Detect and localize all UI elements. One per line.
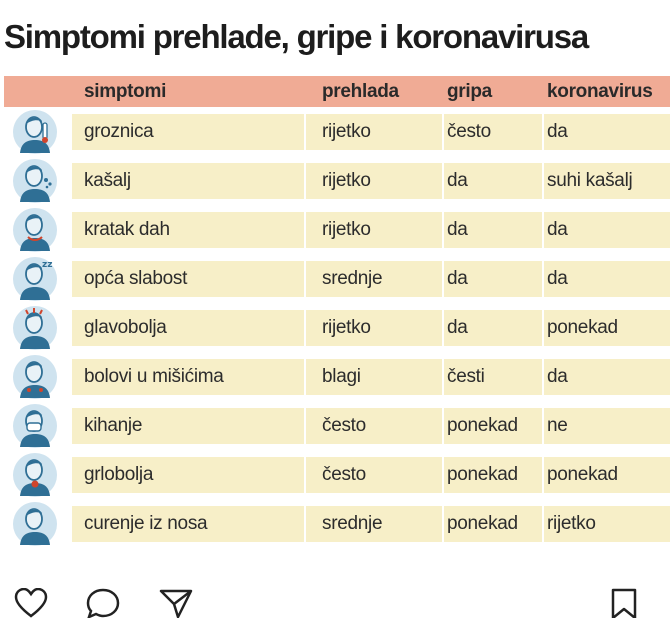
flu-cell: da — [447, 170, 468, 191]
cold-cell: rijetko — [322, 317, 371, 338]
table-row — [4, 205, 670, 254]
cold-cell: rijetko — [322, 219, 371, 240]
column-divider — [304, 261, 306, 297]
cold-cell: često — [322, 415, 366, 436]
column-divider — [442, 408, 444, 444]
flu-cell: da — [447, 219, 468, 240]
sore-throat-person-icon — [12, 452, 58, 498]
coronavirus-cell: ponekad — [547, 317, 618, 338]
coronavirus-cell: rijetko — [547, 513, 596, 534]
flu-cell: ponekad — [447, 464, 518, 485]
comment-icon[interactable] — [86, 588, 120, 618]
row-band — [72, 408, 670, 444]
symptoms-table — [4, 76, 670, 548]
table-row — [4, 156, 670, 205]
coronavirus-cell: suhi kašalj — [547, 170, 633, 191]
cold-cell: rijetko — [322, 170, 371, 191]
column-divider — [442, 212, 444, 248]
coronavirus-cell: ne — [547, 415, 568, 436]
table-row — [4, 107, 670, 156]
symptom-cell: curenje iz nosa — [84, 513, 208, 534]
flu-cell: da — [447, 268, 468, 289]
muscle-pain-torso-icon — [12, 354, 58, 400]
symptom-cell: grlobolja — [84, 464, 154, 485]
symptom-cell: opća slabost — [84, 268, 188, 289]
action-bar — [0, 584, 670, 612]
coronavirus-cell: da — [547, 268, 568, 289]
runny-nose-icon — [12, 501, 58, 547]
coronavirus-cell: da — [547, 366, 568, 387]
bookmark-icon[interactable] — [610, 588, 638, 618]
flu-cell: ponekad — [447, 415, 518, 436]
symptom-cell: bolovi u mišićima — [84, 366, 224, 387]
table-row — [4, 254, 670, 303]
column-divider — [542, 261, 544, 297]
column-divider — [542, 163, 544, 199]
column-divider — [542, 457, 544, 493]
table-row — [4, 303, 670, 352]
column-divider — [442, 506, 444, 542]
cold-cell: blagi — [322, 366, 361, 387]
table-header — [4, 76, 670, 107]
column-divider — [542, 506, 544, 542]
column-divider — [442, 457, 444, 493]
column-divider — [442, 359, 444, 395]
column-divider — [304, 506, 306, 542]
column-divider — [304, 359, 306, 395]
cold-cell: srednje — [322, 513, 383, 534]
header-prehlada: prehlada — [322, 81, 399, 102]
cold-cell: rijetko — [322, 121, 371, 142]
page-title: Simptomi prehlade, gripe i koronavirusa — [4, 18, 589, 55]
sneezing-person-icon — [12, 403, 58, 449]
column-divider — [304, 163, 306, 199]
column-divider — [304, 310, 306, 346]
flu-cell: česti — [447, 366, 485, 387]
header-gripa: gripa — [447, 81, 492, 102]
thermometer-person-icon — [12, 109, 58, 155]
column-divider — [542, 359, 544, 395]
column-divider — [304, 408, 306, 444]
column-divider — [542, 212, 544, 248]
cold-cell: srednje — [322, 268, 383, 289]
column-divider — [442, 310, 444, 346]
symptom-cell: groznica — [84, 121, 154, 142]
breathless-person-icon — [12, 207, 58, 253]
header-koronavirus: koronavirus — [547, 81, 653, 102]
column-divider — [442, 114, 444, 150]
column-divider — [542, 114, 544, 150]
table-row — [4, 499, 670, 548]
table-row — [4, 352, 670, 401]
column-divider — [542, 408, 544, 444]
header-simptomi: simptomi — [84, 81, 167, 102]
share-icon[interactable] — [158, 588, 194, 618]
table-body — [4, 107, 670, 548]
cold-cell: često — [322, 464, 366, 485]
headache-person-icon — [12, 305, 58, 351]
svg-text:zz: zz — [42, 260, 53, 270]
symptom-cell: kihanje — [84, 415, 143, 436]
tired-person-icon — [12, 256, 58, 302]
flu-cell: često — [447, 121, 491, 142]
row-band — [72, 114, 670, 150]
heart-icon[interactable] — [14, 588, 48, 618]
table-row — [4, 401, 670, 450]
column-divider — [542, 310, 544, 346]
column-divider — [304, 114, 306, 150]
flu-cell: da — [447, 317, 468, 338]
table-row — [4, 450, 670, 499]
coronavirus-cell: ponekad — [547, 464, 618, 485]
column-divider — [304, 457, 306, 493]
column-divider — [304, 212, 306, 248]
symptom-cell: kratak dah — [84, 219, 170, 240]
coronavirus-cell: da — [547, 219, 568, 240]
flu-cell: ponekad — [447, 513, 518, 534]
coronavirus-cell: da — [547, 121, 568, 142]
symptom-cell: glavobolja — [84, 317, 167, 338]
column-divider — [442, 261, 444, 297]
symptom-cell: kašalj — [84, 170, 131, 191]
column-divider — [442, 163, 444, 199]
coughing-person-icon — [12, 158, 58, 204]
